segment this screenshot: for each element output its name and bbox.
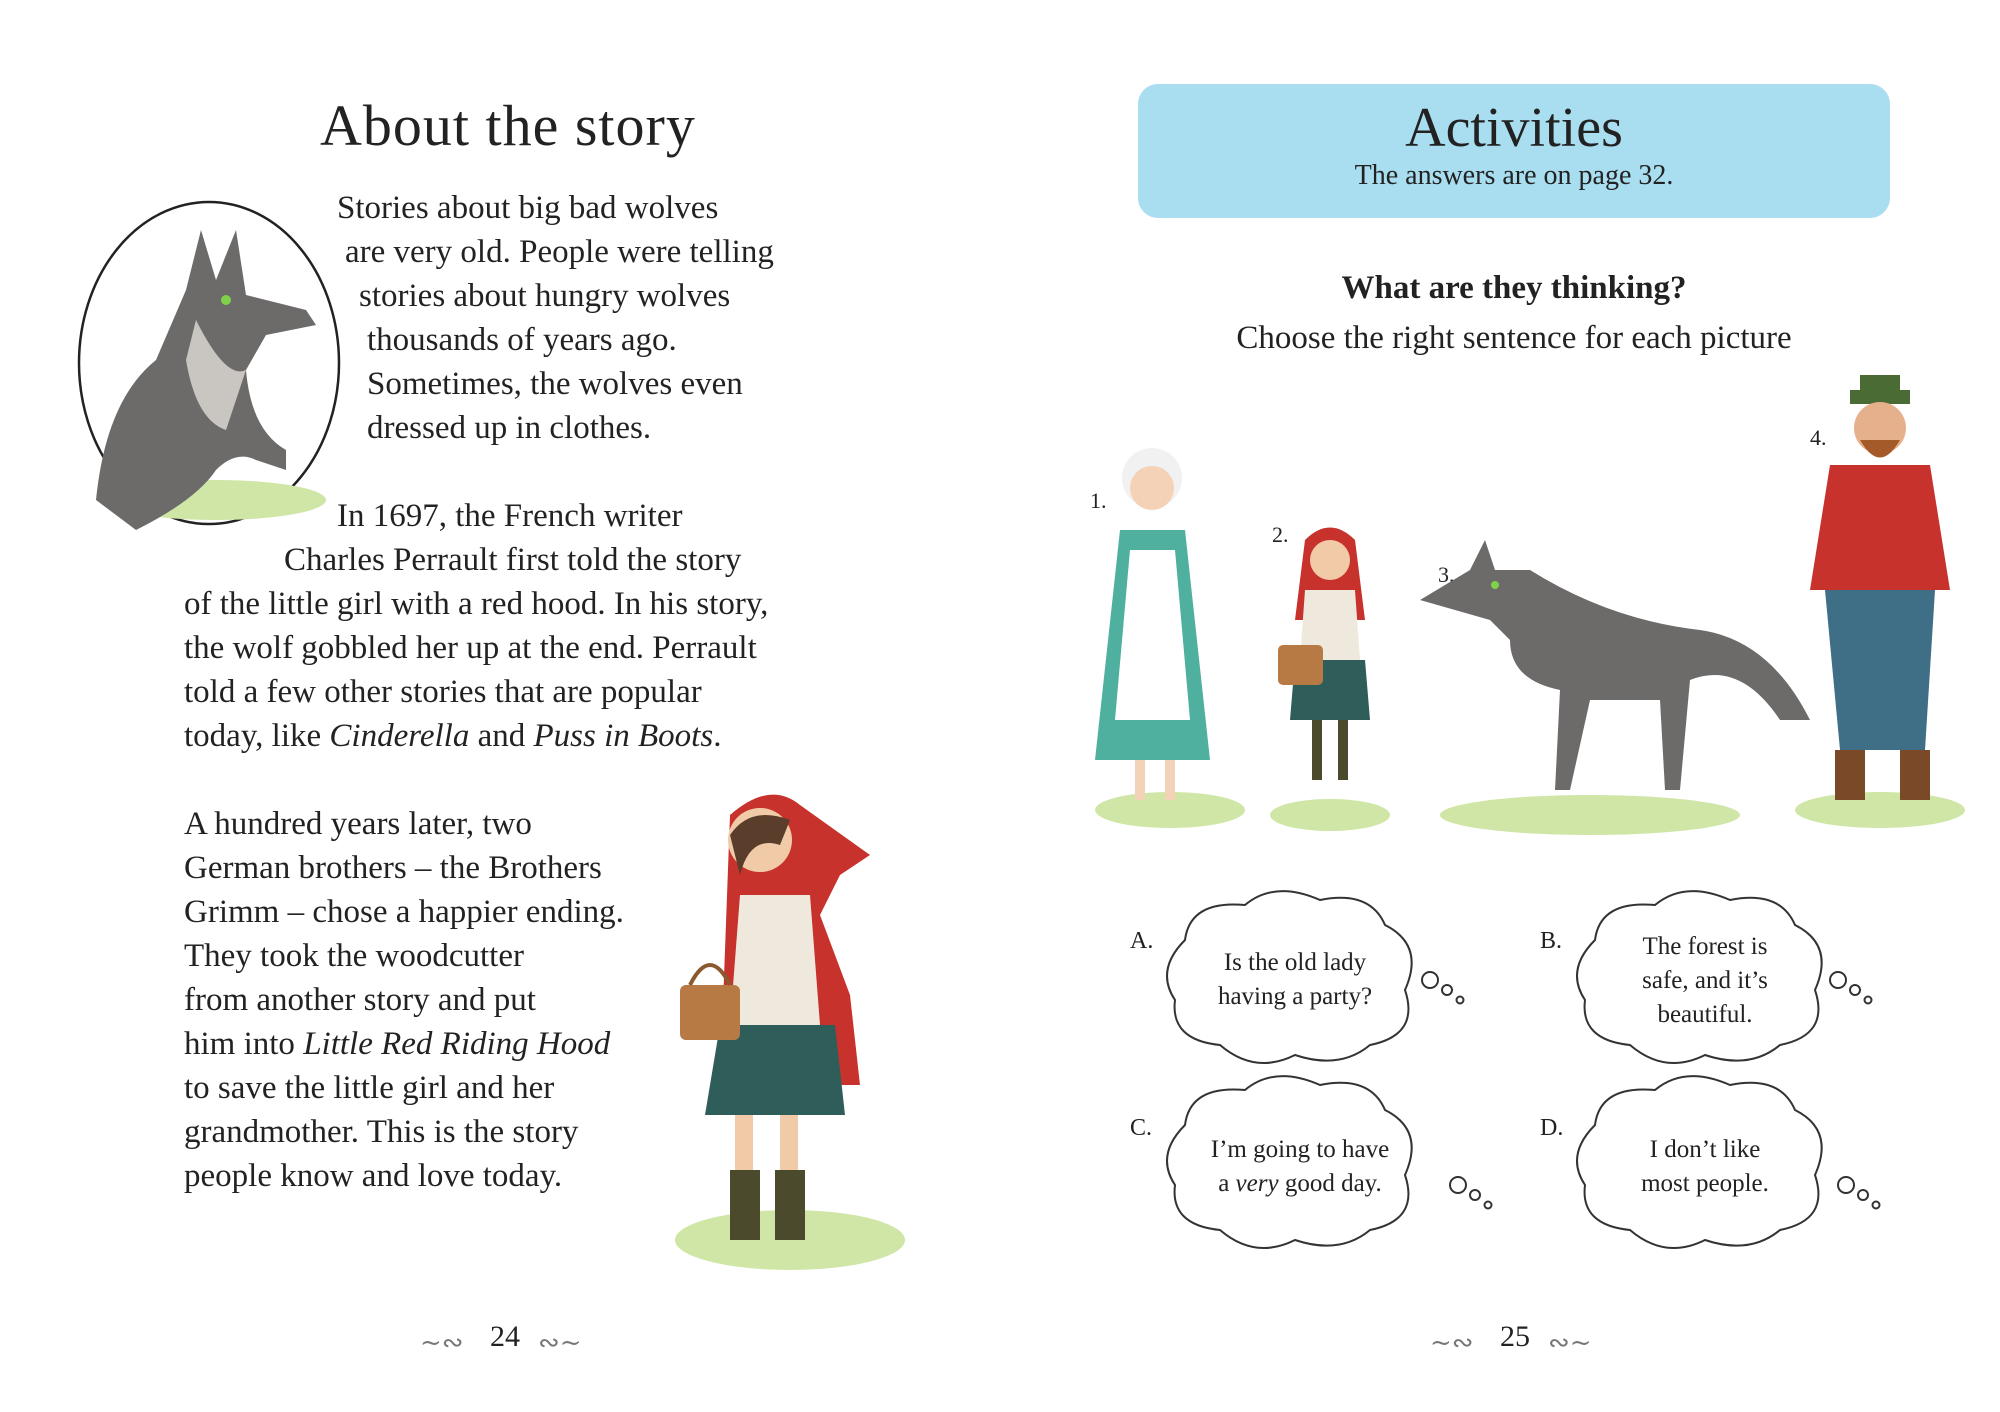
ornament-swirl-icon: ~∾ bbox=[1430, 1328, 1474, 1358]
option-letter-c: C. bbox=[1130, 1115, 1153, 1141]
page-number-text: 25 bbox=[1500, 1320, 1530, 1353]
text-line: I don’t like bbox=[1649, 1136, 1761, 1163]
text-line: are very old. People were telling bbox=[345, 234, 774, 270]
text-line: beautiful. bbox=[1657, 1001, 1753, 1028]
text-line: They took the woodcutter bbox=[184, 938, 524, 974]
text-run: and bbox=[469, 718, 534, 754]
text-line: stories about hungry wolves bbox=[359, 278, 731, 314]
ornament-swirl-icon: ∾~ bbox=[1548, 1328, 1592, 1358]
text-run: good day. bbox=[1278, 1170, 1382, 1197]
option-letter-b: B. bbox=[1540, 928, 1563, 954]
figure-label-4: 4. bbox=[1810, 425, 1827, 450]
thought-text-c bbox=[1190, 1133, 1410, 1201]
option-letter-d: D. bbox=[1540, 1115, 1564, 1141]
text-line: grandmother. This is the story bbox=[184, 1114, 579, 1150]
text-line: German brothers – the Brothers bbox=[184, 850, 602, 886]
text-line: Stories about big bad wolves bbox=[337, 190, 719, 226]
option-letter-a: A. bbox=[1130, 928, 1154, 954]
book-title-puss-in-boots: Puss in Boots bbox=[533, 718, 714, 754]
text-run: a bbox=[1218, 1170, 1236, 1197]
figure-label-1: 1. bbox=[1090, 488, 1107, 513]
text-line: Sometimes, the wolves even bbox=[367, 366, 743, 402]
text-line: people know and love today. bbox=[184, 1158, 563, 1194]
thought-text-d bbox=[1600, 1133, 1810, 1201]
text-run: . bbox=[713, 718, 722, 754]
ornament-swirl-icon: ∾~ bbox=[538, 1328, 582, 1358]
text-line: thousands of years ago. bbox=[367, 322, 677, 358]
text-line: A hundred years later, two bbox=[184, 806, 532, 842]
activities-subtitle: The answers are on page 32. bbox=[1354, 160, 1674, 191]
text-line: from another story and put bbox=[184, 982, 536, 1018]
page-number-text: 24 bbox=[490, 1320, 520, 1353]
book-title-little-red-riding-hood: Little Red Riding Hood bbox=[303, 1026, 611, 1062]
figure-label-2: 2. bbox=[1272, 522, 1289, 547]
text-line: In 1697, the French writer bbox=[337, 498, 683, 534]
page-title-about: About the story bbox=[320, 93, 696, 158]
text-run: him into bbox=[184, 1026, 304, 1062]
text-line: told a few other stories that are popular bbox=[184, 674, 702, 710]
text-line: I’m going to have bbox=[1210, 1136, 1390, 1163]
text-line: The forest is bbox=[1642, 933, 1768, 960]
thought-text-a bbox=[1190, 946, 1400, 1014]
text-line: the wolf gobbled her up at the end. Perrault bbox=[184, 630, 757, 666]
book-title-cinderella: Cinderella bbox=[329, 718, 470, 754]
text-line: safe, and it’s bbox=[1642, 967, 1768, 994]
activities-title: Activities bbox=[1405, 97, 1623, 159]
text-line: of the little girl with a red hood. In his story, bbox=[184, 586, 769, 622]
ornament-swirl-icon: ~∾ bbox=[420, 1328, 464, 1358]
text-line: most people. bbox=[1641, 1170, 1769, 1197]
question-instruction: Choose the right sentence for each picture bbox=[1236, 320, 1792, 356]
text-line bbox=[1190, 1167, 1410, 1201]
thought-text-b bbox=[1600, 930, 1810, 1032]
text-line: dressed up in clothes. bbox=[367, 410, 652, 446]
question-title: What are they thinking? bbox=[1341, 270, 1687, 306]
text-line: having a party? bbox=[1217, 983, 1373, 1010]
text-line: Charles Perrault first told the story bbox=[284, 542, 742, 578]
figure-label-3: 3. bbox=[1438, 562, 1455, 587]
text-line: Is the old lady bbox=[1223, 949, 1367, 976]
text-line: to save the little girl and her bbox=[184, 1070, 555, 1106]
emphasis-text: very bbox=[1235, 1170, 1279, 1197]
text-run: today, like bbox=[184, 718, 330, 754]
text-line: Grimm – chose a happier ending. bbox=[184, 894, 624, 930]
